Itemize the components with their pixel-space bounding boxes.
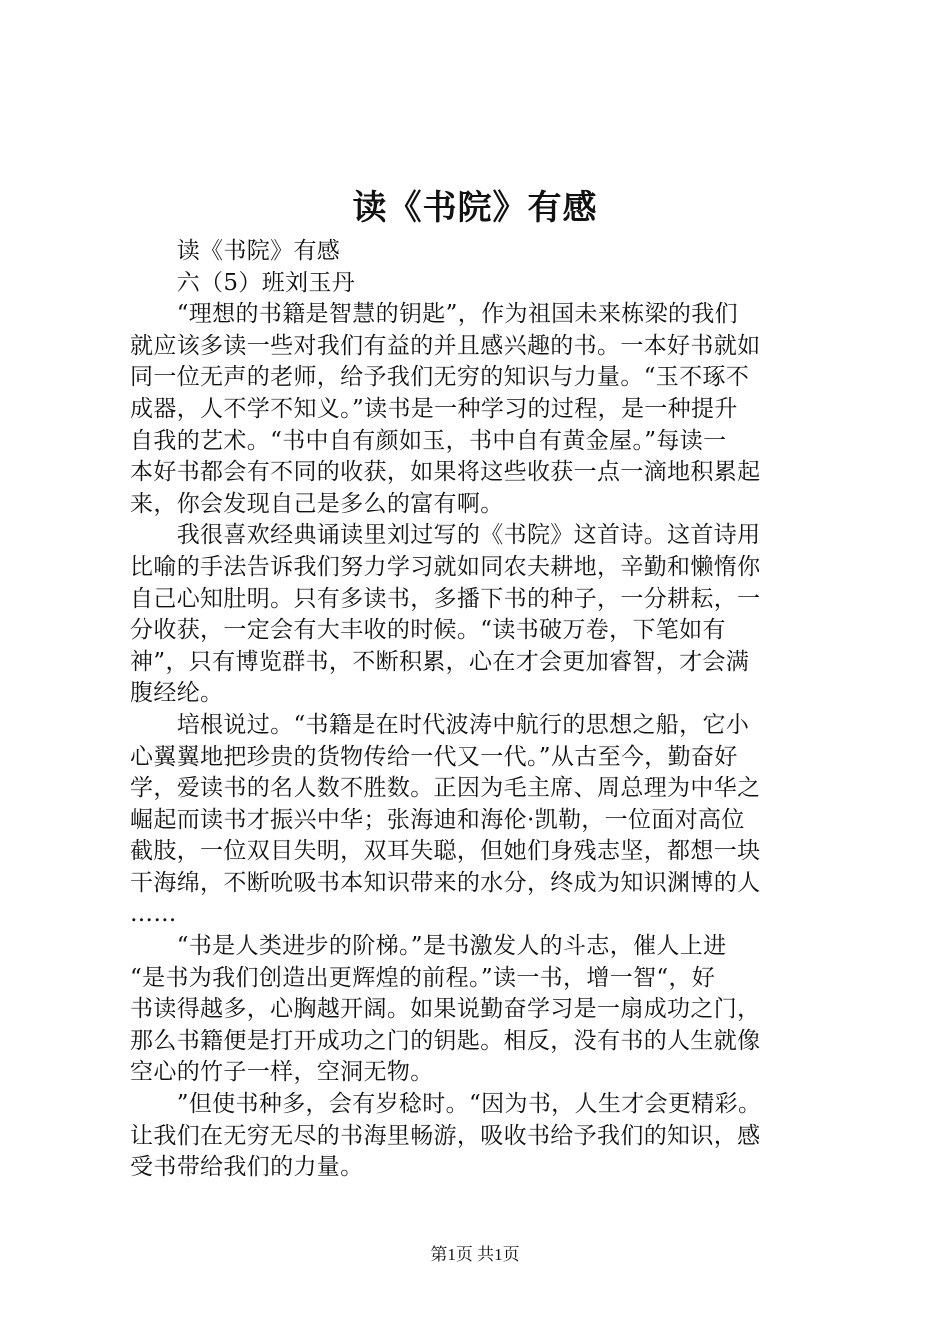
body-line: 那么书籍便是打开成功之门的钥匙。相反，没有书的人生就像 bbox=[130, 1027, 761, 1054]
body-line: 腹经纶。 bbox=[130, 680, 224, 707]
body-line: 自己心知肚明。只有多读书，多播下书的种子，一分耕耘，一 bbox=[130, 585, 761, 612]
body-line: “理想的书籍是智慧的钥匙”，作为祖国未来栋梁的我们 bbox=[130, 301, 738, 328]
body-line: 分收获，一定会有大丰收的时候。“读书破万卷，下笔如有 bbox=[130, 617, 726, 644]
body-line: 就应该多读一些对我们有益的并且感兴趣的书。一本好书就如 bbox=[130, 332, 761, 359]
document-title: 读《书院》有感 bbox=[352, 188, 598, 228]
body-line: “是书为我们创造出更辉煌的前程。”读一书，增一智“，好 bbox=[130, 964, 716, 991]
body-line: 崛起而读书才振兴中华；张海迪和海伦·凯勒，一位面对高位 bbox=[130, 806, 745, 833]
body-line: 空心的竹子一样，空洞无物。 bbox=[130, 1059, 434, 1086]
page-number-footer: 第1页 共1页 bbox=[430, 1245, 520, 1264]
body-line: 学，爱读书的名人数不胜数。正因为毛主席、周总理为中华之 bbox=[130, 775, 761, 802]
body-line: 培根说过。“书籍是在时代波涛中航行的思想之船，它小 bbox=[130, 711, 750, 738]
body-line: ”但使书种多，会有岁稔时。“因为书，人生才会更精彩。 bbox=[130, 1091, 762, 1118]
body-line: 六（5）班刘玉丹 bbox=[130, 269, 356, 296]
body-line: 让我们在无穷无尽的书海里畅游，吸收书给予我们的知识，感 bbox=[130, 1122, 761, 1149]
body-line: “书是人类进步的阶梯。”是书激发人的斗志，催人上进 bbox=[130, 933, 727, 960]
body-line: 成器，人不学不知义。”读书是一种学习的过程，是一种提升 bbox=[130, 395, 738, 422]
body-line: 读《书院》有感 bbox=[130, 238, 341, 264]
body-line: …… bbox=[130, 901, 177, 928]
body-line: 心翼翼地把珍贵的货物传给一代又一代。”从古至今，勤奋好 bbox=[130, 743, 738, 770]
body-line: 书读得越多，心胸越开阔。如果说勤奋学习是一扇成功之门， bbox=[130, 996, 761, 1023]
body-line: 神”，只有博览群书，不断积累，心在才会更加睿智，才会满 bbox=[130, 648, 750, 675]
body-line: 受书带给我们的力量。 bbox=[130, 1154, 364, 1181]
body-line: 本好书都会有不同的收获，如果将这些收获一点一滴地积累起 bbox=[130, 459, 761, 486]
body-line: 我很喜欢经典诵读里刘过写的《书院》这首诗。这首诗用 bbox=[130, 522, 761, 549]
body-line: 自我的艺术。“书中自有颜如玉，书中自有黄金屋。”每读一 bbox=[130, 427, 727, 454]
document-body bbox=[130, 236, 830, 1184]
body-line: 来，你会发现自己是多么的富有啊。 bbox=[130, 490, 504, 517]
body-line: 截肢，一位双目失明，双耳失聪，但她们身残志坚，都想一块 bbox=[130, 838, 761, 865]
body-line: 同一位无声的老师，给予我们无穷的知识与力量。“玉不琢不 bbox=[130, 364, 750, 391]
body-line: 干海绵，不断吮吸书本知识带来的水分，终成为知识渊博的人 bbox=[130, 869, 761, 896]
body-line: 比喻的手法告诉我们努力学习就如同农夫耕地，辛勤和懒惰你 bbox=[130, 553, 761, 580]
